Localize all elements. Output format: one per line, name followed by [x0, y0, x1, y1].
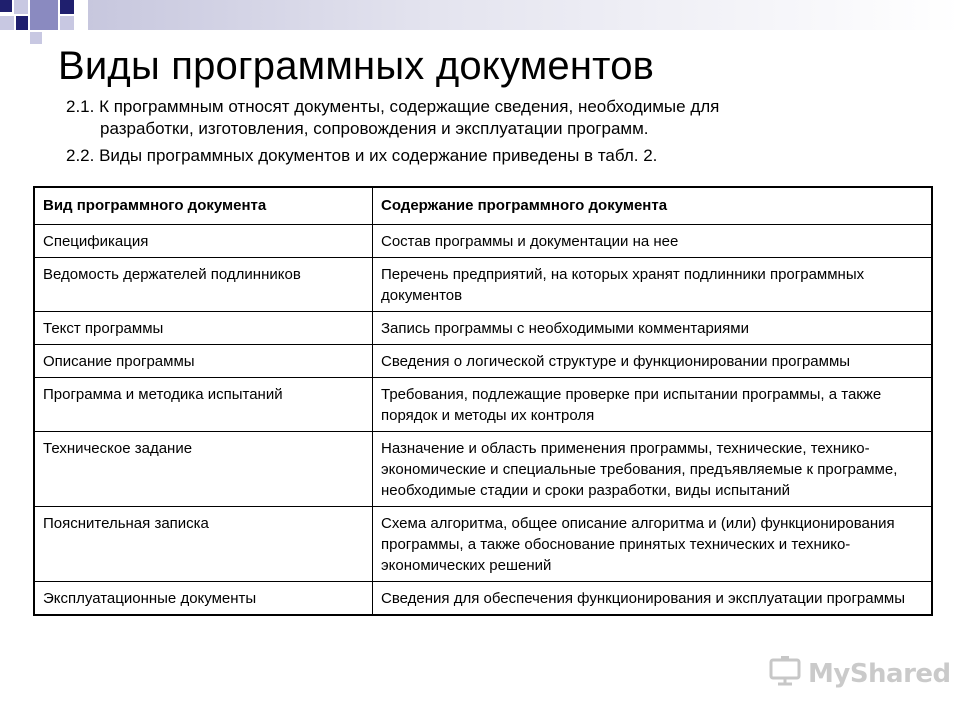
- cell-type: Спецификация: [34, 225, 373, 258]
- corner-square-3: [30, 0, 58, 30]
- cell-content: Перечень предприятий, на которых хранят подлинники программных документов: [373, 258, 933, 312]
- table-row: [34, 378, 932, 432]
- table-header-row: [34, 187, 932, 225]
- table-row: [34, 312, 932, 345]
- corner-square-5: [0, 16, 14, 30]
- corner-square-7: [30, 32, 42, 44]
- corner-square-8: [60, 16, 74, 30]
- header-document-content: Содержание программного документа: [373, 187, 933, 225]
- table-row: [34, 507, 932, 582]
- paragraph-2-1: [66, 96, 826, 140]
- cell-content: Сведения о логической структуре и функционировании программы: [373, 345, 933, 378]
- header-document-type: Вид программного документа: [34, 187, 373, 225]
- cell-type: Техническое задание: [34, 432, 373, 507]
- cell-content: Сведения для обеспечения функционирования и эксплуатации программы: [373, 582, 933, 616]
- cell-content: Назначение и область применения программы, технические, технико-экономические и специальные требования, предъявляемые к программе, необходимые стадии и сроки разработки, виды испытаний: [373, 432, 933, 507]
- paragraph-2-2: 2.2. Виды программных документов и их содержание приведены в табл. 2.: [66, 146, 658, 165]
- table-row: [34, 225, 932, 258]
- cell-type: Эксплуатационные документы: [34, 582, 373, 616]
- paragraph-2-1-line-2: разработки, изготовления, сопровождения и эксплуатации программ.: [100, 119, 649, 138]
- cell-content: Запись программы с необходимыми комментариями: [373, 312, 933, 345]
- cell-type: Пояснительная записка: [34, 507, 373, 582]
- paragraph-2-1-line-1: 2.1. К программным относят документы, содержащие сведения, необходимые для: [66, 97, 720, 116]
- slide-title: Виды программных документов: [58, 44, 655, 88]
- cell-type: Описание программы: [34, 345, 373, 378]
- cell-content: Состав программы и документации на нее: [373, 225, 933, 258]
- corner-square-6: [16, 16, 28, 30]
- corner-square-4: [60, 0, 74, 14]
- cell-content: Требования, подлежащие проверке при испытании программы, а также порядок и методы их контроля: [373, 378, 933, 432]
- documents-table: [33, 186, 933, 616]
- watermark: [768, 656, 951, 691]
- table-row: [34, 258, 932, 312]
- header-band: [88, 0, 960, 30]
- cell-content: Схема алгоритма, общее описание алгоритма и (или) функционирования программы, а также обоснование принятых технических и технико-экономических решений: [373, 507, 933, 582]
- presentation-icon: [768, 656, 802, 691]
- watermark-text: MyShared: [808, 658, 951, 689]
- cell-type: Программа и методика испытаний: [34, 378, 373, 432]
- cell-type: Ведомость держателей подлинников: [34, 258, 373, 312]
- table-row: [34, 432, 932, 507]
- corner-square-1: [0, 0, 12, 12]
- corner-square-2: [14, 0, 28, 14]
- cell-type: Текст программы: [34, 312, 373, 345]
- table-row: [34, 582, 932, 616]
- table-row: [34, 345, 932, 378]
